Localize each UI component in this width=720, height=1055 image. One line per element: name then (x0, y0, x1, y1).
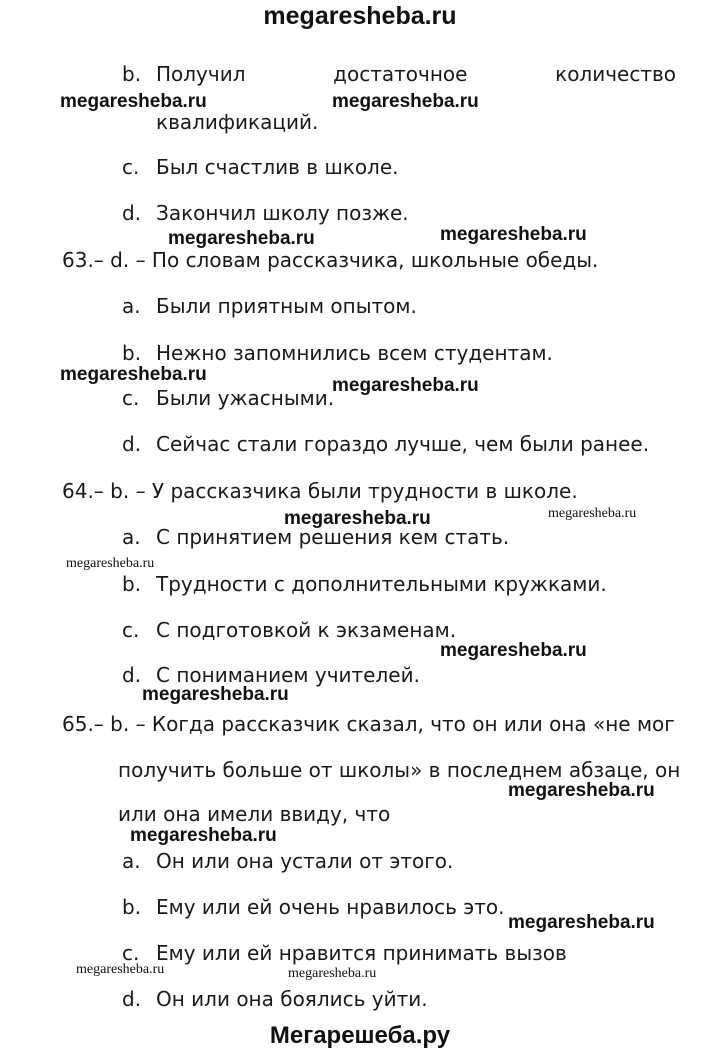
watermark: megaresheba.ru (66, 556, 155, 571)
site-footer: Мегарешеба.ру (269, 1022, 451, 1049)
watermark: megaresheba.ru (284, 508, 431, 529)
watermark: megaresheba.ru (508, 912, 655, 933)
watermark: megaresheba.ru (332, 375, 479, 396)
watermark: megaresheba.ru (288, 966, 377, 981)
watermark: megaresheba.ru (142, 684, 289, 705)
question-65-line-3: или она имели ввиду, что (118, 802, 391, 826)
option-word: количество (555, 62, 676, 86)
watermark: megaresheba.ru (548, 506, 637, 521)
watermark: megaresheba.ru (440, 640, 587, 661)
watermark: megaresheba.ru (508, 780, 655, 801)
option-letter: b. (122, 62, 142, 86)
option-word: Получил (156, 62, 246, 86)
watermark: megaresheba.ru (168, 228, 315, 249)
site-header: megaresheba.ru (263, 2, 457, 30)
watermark: megaresheba.ru (60, 91, 207, 112)
watermark: megaresheba.ru (76, 962, 165, 977)
question-65-line-2: получить больше от школы» в последнем абзаце, он (118, 758, 681, 782)
question-63: 63.– d. – По словам рассказчика, школьные обеды. (62, 248, 599, 272)
option-text-justified (156, 62, 676, 86)
question-65-line-1: 65.– b. – Когда рассказчик сказал, что он или она «не мог (62, 712, 675, 736)
watermark: megaresheba.ru (440, 224, 587, 245)
watermark: megaresheba.ru (130, 825, 277, 846)
question-64: 64.– b. – У рассказчика были трудности в школе. (62, 479, 578, 503)
document-page: megaresheba.ru b. Получил достаточное количество квалификаций. c. Был счастлив в школе. d. Закончил школу позже. 63.– d. – По словам рассказчика, школьные обеды. a. Были приятным опытом. b. Нежно запомнились всем студентам. c. Были ужасными. d. Сейчас стали гораздо лучше, чем были ранее. 64.– b. – У рассказчика были трудности в школе. a. С принятием решения кем стать. b. Трудности с дополнительными кружками. c. С подготовкой к экзаменам. d. С пониманием учителей. 65.– b. – Когда рассказчик сказал, что он или она «не мог получить больше от школы» в последнем абзаце, он или она имели ввиду, что a. Он или она устали от этого. b. Ему или ей очень нравилось это. c. Ему или ей нравится принимать вызов d. Он или она боялись уйти. megaresheba.ru megaresheba.ru megaresheba.ru megaresheba.ru megaresheba.ru megaresheba.ru megaresheba.ru megaresheba.ru megaresheba.ru megaresheba.ru megaresheba.ru megaresheba.ru megaresheba.ru megaresheba.ru megaresheba.ru megaresheba.ru Мегарешеба.ру (0, 0, 720, 1055)
watermark: megaresheba.ru (60, 364, 207, 385)
option-word: достаточное (333, 62, 468, 86)
watermark: megaresheba.ru (332, 91, 479, 112)
